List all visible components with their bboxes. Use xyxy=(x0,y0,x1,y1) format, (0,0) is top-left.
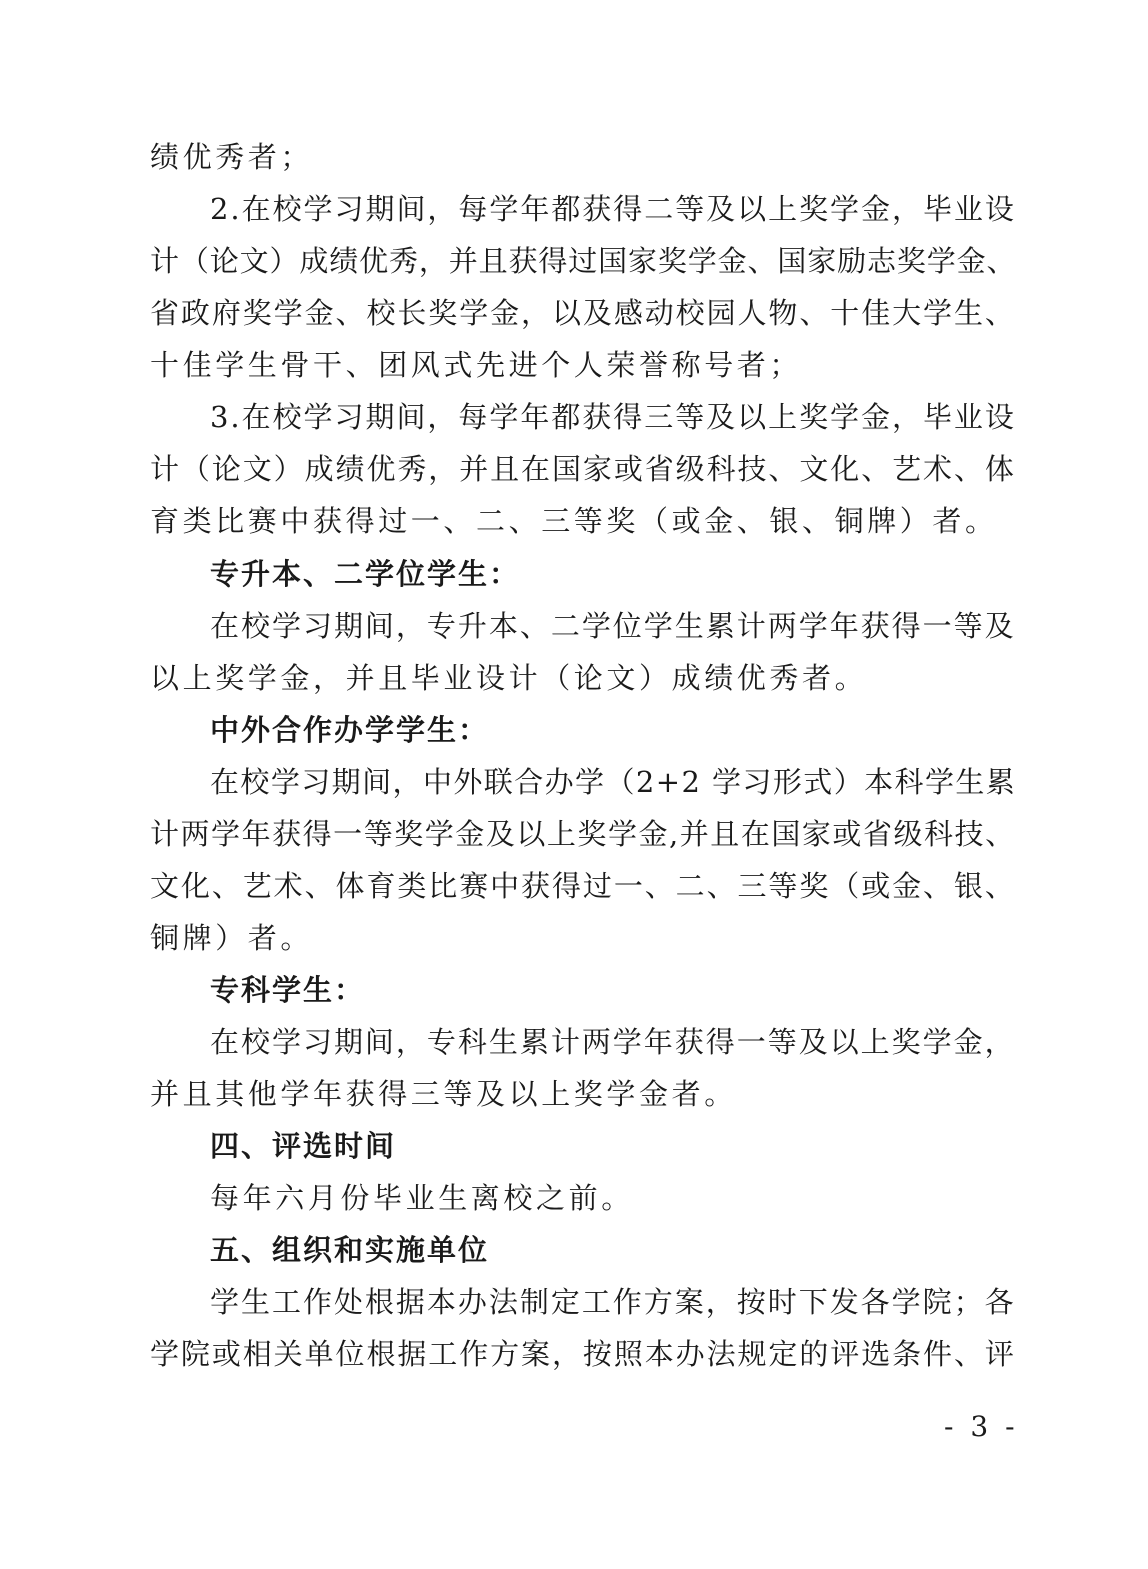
text-line: 绩优秀者； xyxy=(150,140,314,174)
text-line: 在校学习期间，专科生累计两学年获得一等及以上奖学金， xyxy=(210,1025,1016,1059)
text-line: 计（论文）成绩优秀，并且获得过国家奖学金、国家励志奖学金、 xyxy=(150,244,1017,278)
section-heading: 专科学生： xyxy=(210,973,366,1007)
text-line: 计（论文）成绩优秀，并且在国家或省级科技、文化、艺术、体 xyxy=(150,452,1016,486)
text-line: 2.在校学习期间，每学年都获得二等及以上奖学金，毕业设 xyxy=(210,192,1016,226)
text-line: 在校学习期间，中外联合办学（2+2 学习形式）本科学生累 xyxy=(210,765,1017,799)
section-heading: 四、评选时间 xyxy=(210,1129,397,1163)
text-line: 文化、艺术、体育类比赛中获得过一、二、三等奖（或金、银、 xyxy=(150,869,1016,903)
text-line: 学生工作处根据本办法制定工作方案，按时下发各学院；各 xyxy=(210,1285,1016,1319)
section-heading: 专升本、二学位学生： xyxy=(210,557,521,591)
section-heading: 中外合作办学学生： xyxy=(210,713,490,747)
text-line: 并且其他学年获得三等及以上奖学金者。 xyxy=(150,1077,737,1111)
text-line: 每年六月份毕业生离校之前。 xyxy=(210,1181,634,1215)
page-number: - 3 - xyxy=(944,1410,1019,1443)
text-line: 铜牌）者。 xyxy=(150,921,314,955)
section-heading: 五、组织和实施单位 xyxy=(210,1233,490,1267)
text-line: 以上奖学金，并且毕业设计（论文）成绩优秀者。 xyxy=(150,661,868,695)
text-line: 学院或相关单位根据工作方案，按照本办法规定的评选条件、评 xyxy=(150,1337,1016,1371)
text-line: 十佳学生骨干、团风式先进个人荣誉称号者； xyxy=(150,348,803,382)
text-line: 计两学年获得一等奖学金及以上奖学金,并且在国家或省级科技、 xyxy=(150,817,1016,851)
text-line: 3.在校学习期间，每学年都获得三等及以上奖学金，毕业设 xyxy=(210,400,1016,434)
text-line: 省政府奖学金、校长奖学金，以及感动校园人物、十佳大学生、 xyxy=(150,296,1016,330)
text-line: 育类比赛中获得过一、二、三等奖（或金、银、铜牌）者。 xyxy=(150,504,998,538)
text-line: 在校学习期间，专升本、二学位学生累计两学年获得一等及 xyxy=(210,609,1016,643)
